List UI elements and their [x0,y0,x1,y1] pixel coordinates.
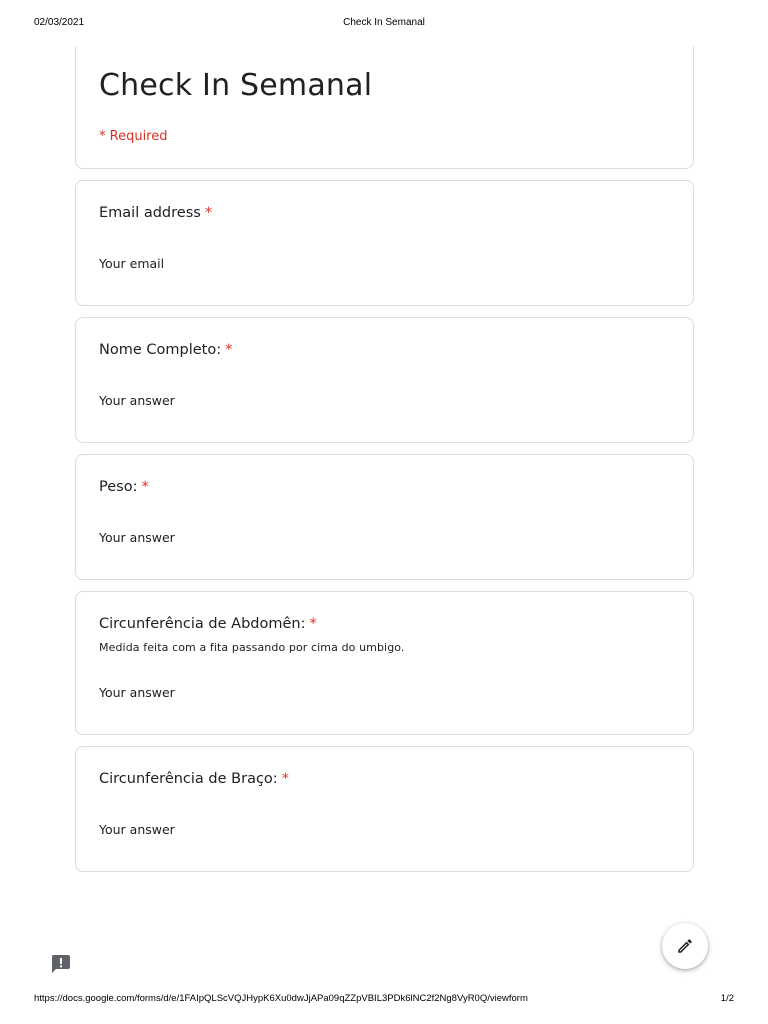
question-label [99,342,232,358]
question-card-circunferencia-braco [75,746,694,872]
report-icon[interactable] [50,954,71,974]
email-input[interactable]: Your email [99,256,165,271]
question-label-text: Nome Completo: [99,342,222,358]
required-asterisk: * [225,342,233,358]
required-asterisk: * [281,771,289,787]
question-label [99,771,289,787]
required-asterisk: * [141,479,149,495]
question-card-peso [75,454,694,580]
question-help-text: Medida feita com a fita passando por cima do umbigo. [99,641,405,654]
pencil-icon [676,937,694,955]
question-label-text: Circunferência de Braço: [99,771,278,787]
nome-completo-input[interactable]: Your answer [99,393,175,408]
circunferencia-abdomen-input[interactable]: Your answer [99,685,175,700]
print-url: https://docs.google.com/forms/d/e/1FAIpQLScVQJHypK6Xu0dwJjAPa09qZZpVBIL3PDk6lNC2f2Ng8VyR0Q/viewform [34,993,528,1004]
print-footer [34,993,734,1007]
question-label [99,616,317,632]
form-header-card [75,46,694,169]
print-title: Check In Semanal [343,17,425,28]
print-date: 02/03/2021 [34,17,85,28]
required-asterisk: * [204,205,213,221]
question-card-circunferencia-abdomen [75,591,694,735]
print-page-number: 1/2 [720,993,734,1004]
question-label [99,205,212,221]
question-card-email [75,180,694,306]
question-label-text: Circunferência de Abdomên: [99,616,306,632]
question-label-text: Peso: [99,479,138,495]
print-header [34,17,734,31]
required-asterisk: * [309,616,317,632]
form-title: Check In Semanal [99,68,373,103]
required-note: * Required [99,129,168,144]
question-label [99,479,149,495]
question-card-nome-completo [75,317,694,443]
peso-input[interactable]: Your answer [99,530,175,545]
edit-button[interactable] [662,923,708,969]
circunferencia-braco-input[interactable]: Your answer [99,822,175,837]
question-label-text: Email address [99,205,201,221]
